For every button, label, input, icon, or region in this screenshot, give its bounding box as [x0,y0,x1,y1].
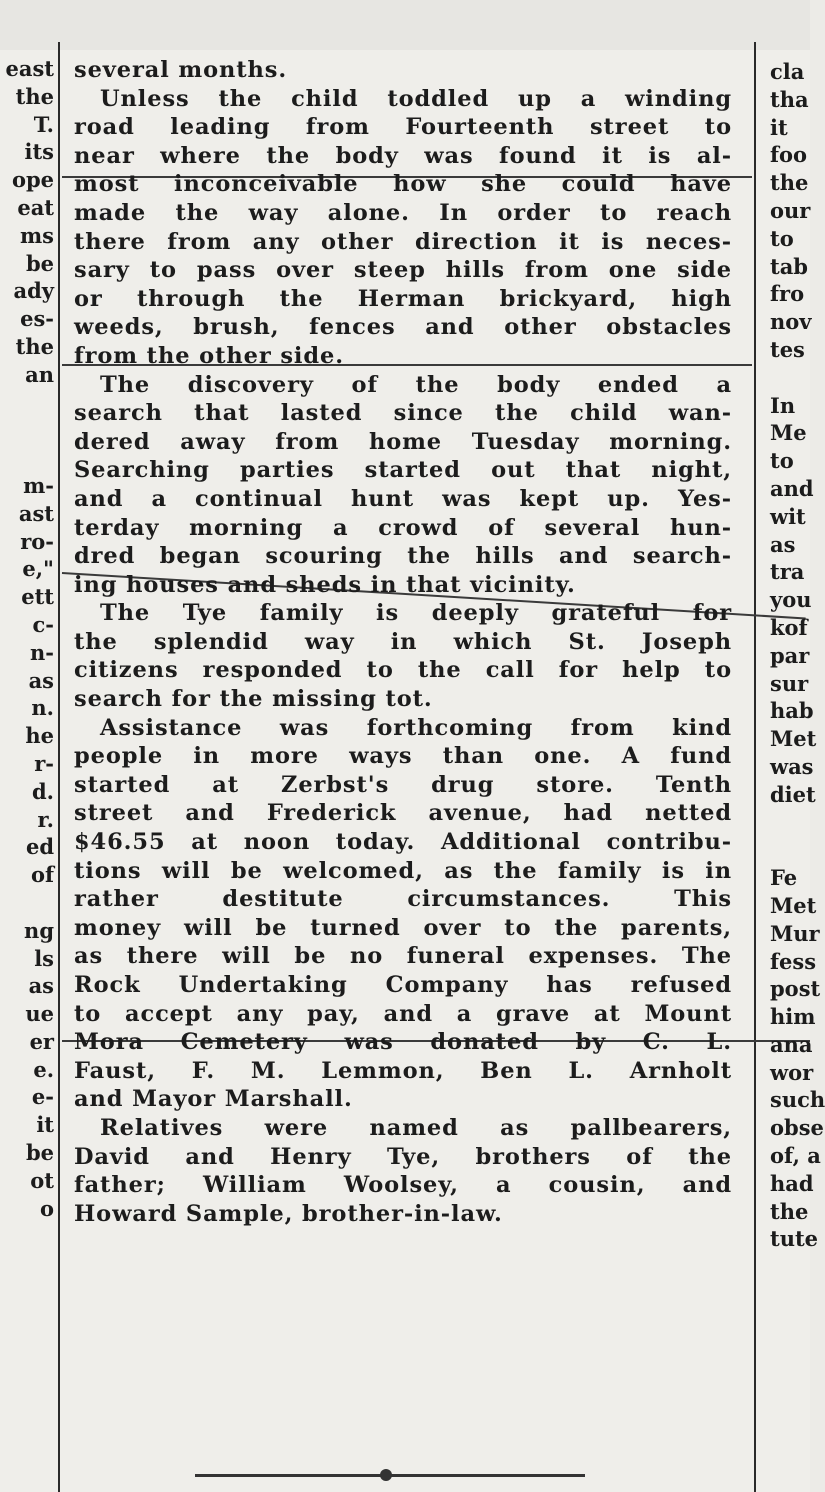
left-fragment-line: ng [24,917,54,943]
right-fragment-line: it [770,114,788,140]
article-line: Faust, F. M. Lemmon, Ben L. Arnholt [74,1057,732,1084]
left-fragment-line: n. [31,695,54,721]
article-line: Searching parties started out that night, [74,457,732,484]
right-fragment-line: Mur [770,920,820,946]
article-line: the splendid way in which St. Joseph [74,628,732,655]
right-fragment-line: tute [770,1226,819,1252]
left-fragment-line [0,889,58,917]
article-line: Unless the child toddled up a winding [100,85,732,112]
right-fragment-line: hab [770,698,814,724]
right-fragment-line: our [770,197,811,223]
article-line: dered away from home Tuesday morning. [74,428,732,455]
article-end-ornament [380,1469,392,1481]
left-fragment-line: d. [32,778,54,804]
left-fragment-line: r. [37,806,54,832]
article-line: made the way alone. In order to reach [74,199,732,226]
article-line: street and Frederick avenue, had netted [74,800,732,827]
left-fragment-line: n- [30,639,54,665]
left-fragment-line: the [15,83,54,109]
left-fragment-line: of [30,862,54,888]
left-fragment-line: e," [22,556,54,582]
right-fragment-line [764,809,810,837]
scan-top-margin [0,0,810,50]
left-fragment-line: ed [25,834,54,860]
article-line: search that lasted since the child wan- [74,400,732,427]
left-fragment-line: as [28,667,54,693]
article-line: ing houses and sheds in that vicinity. [74,571,576,598]
right-fragment-line: post [770,976,821,1002]
right-column-fragment [764,58,825,1253]
left-fragment-line: the [15,333,54,359]
left-fragment-line: ady [13,278,54,304]
left-fragment-line [0,416,58,444]
right-fragment-line: and [770,475,814,501]
left-fragment-line: o [39,1195,54,1221]
article-line: several months. [74,57,288,83]
right-fragment-line: ana [770,1031,813,1057]
left-fragment-line: ast [18,500,54,526]
left-fragment-line: ls [34,945,54,971]
right-fragment-line: sur [770,670,809,696]
left-fragment-line: an [25,361,54,387]
left-fragment-line: e. [33,1056,54,1082]
article-line: David and Henry Tye, brothers of the [74,1143,732,1170]
article-line: father; William Woolsey, a cousin, and [74,1172,732,1199]
article-paragraph [60,599,750,713]
right-fragment-line: such [770,1087,825,1113]
left-fragment-line: ope [11,167,54,193]
article-line: The Tye family is deeply grateful for [100,600,732,627]
left-fragment-line: m- [23,472,54,498]
article-line: Rock Undertaking Company has refused [74,972,732,998]
left-fragment-line: r- [34,750,54,776]
article-line: weeds, brush, fences and other obstacles [74,314,732,341]
article-paragraph [60,714,750,1114]
right-fragment-line: fess [770,948,817,974]
article-line: tions will be welcomed, as the family is in [74,857,732,884]
right-fragment-line: In [770,392,796,418]
left-fragment-line: es- [20,306,54,332]
article-line: search for the missing tot. [74,686,433,713]
article-paragraph [60,371,750,600]
right-fragment-line: Met [770,726,817,752]
right-fragment-line: the [770,170,809,196]
article-line: Howard Sample, brother-in-law. [74,1200,503,1227]
right-fragment-line: you [770,587,812,613]
article-line: from the other side. [74,342,344,369]
right-fragment-line: kof [770,614,808,640]
article-paragraph [60,56,750,85]
left-fragment-line [0,444,58,472]
left-fragment-line [0,389,58,417]
right-fragment-line [764,364,810,392]
left-fragment-line: ro- [20,528,54,554]
right-fragment-line: tes [770,336,805,362]
right-fragment-line: fro [770,281,805,307]
article-line: The discovery of the body ended a [100,371,732,398]
right-fragment-line: had [770,1170,814,1196]
article-line: Assistance was forthcoming from kind [100,714,732,741]
right-fragment-line: Fe [770,865,798,891]
right-fragment-line [764,836,810,864]
right-fragment-line: nov [770,309,812,335]
left-fragment-line: ot [30,1167,54,1193]
article-line: dred began scouring the hills and search- [74,543,732,570]
right-fragment-line: to [770,448,794,474]
right-fragment-line: wor [770,1059,814,1085]
left-fragment-line: e- [31,1084,54,1110]
right-fragment-line: wit [770,503,806,529]
right-fragment-line: Met [770,892,817,918]
article-line: sary to pass over steep hills from one side [74,257,732,284]
left-fragment-line: its [24,139,54,165]
left-fragment-line: ue [25,1001,54,1027]
right-fragment-line: tha [770,86,809,112]
left-fragment-line: east [5,56,54,81]
article-column [60,56,750,1228]
right-fragment-line: par [770,642,810,668]
right-fragment-line: cla [770,59,805,84]
article-line: $46.55 at noon today. Additional contribu- [74,829,732,856]
article-line: citizens responded to the call for help to [74,657,732,684]
column-rule-right [754,42,756,1492]
left-fragment-line: T. [33,111,54,137]
article-line: terday morning a crowd of several hun- [74,514,732,541]
right-fragment-line: obse [770,1115,824,1141]
right-fragment-line: diet [770,781,816,807]
left-fragment-line: be [25,1140,54,1166]
right-fragment-line: tab [770,253,808,279]
left-fragment-line: eat [17,194,54,220]
right-fragment-line: tra [770,559,805,585]
right-fragment-line: to [770,225,794,251]
left-fragment-line: be [25,250,54,276]
article-line: and Mayor Marshall. [74,1086,353,1113]
left-fragment-line: he [25,723,54,749]
right-fragment-line: was [770,753,814,779]
right-fragment-line: him [770,1004,816,1030]
article-line: people in more ways than one. A fund [74,743,732,770]
right-fragment-line: of, a [770,1143,821,1169]
article-line: there from any other direction it is neces- [74,228,732,255]
right-fragment-line: Me [770,420,807,446]
article-line: Mora Cemetery was donated by C. L. [74,1029,732,1056]
right-fragment-line: foo [770,142,808,168]
right-fragment-line: as [770,531,796,557]
left-fragment-line: ms [19,222,54,248]
article-paragraph [60,1114,750,1228]
article-line: most inconceivable how she could have [74,171,732,198]
left-fragment-line: er [29,1028,54,1054]
article-line: started at Zerbst's drug store. Tenth [74,771,732,798]
left-fragment-line: ett [21,584,54,610]
article-line: as there will be no funeral expenses. The [74,943,732,970]
right-fragment-line: the [770,1198,809,1224]
article-line: to accept any pay, and a grave at Mount [74,1000,732,1027]
left-fragment-line: as [28,973,54,999]
left-fragment-line: c- [32,611,54,637]
article-line: Relatives were named as pallbearers, [100,1114,732,1141]
article-line: and a continual hunt was kept up. Yes- [74,485,732,512]
article-paragraph [60,85,750,371]
article-line: near where the body was found it is al- [74,142,732,169]
article-line: money will be turned over to the parents, [74,914,732,941]
left-fragment-line: it [36,1112,54,1138]
left-column-fragment [0,55,58,1222]
article-line: or through the Herman brickyard, high [74,285,732,312]
article-line: road leading from Fourteenth street to [74,114,732,141]
article-line: rather destitute circumstances. This [74,886,732,913]
